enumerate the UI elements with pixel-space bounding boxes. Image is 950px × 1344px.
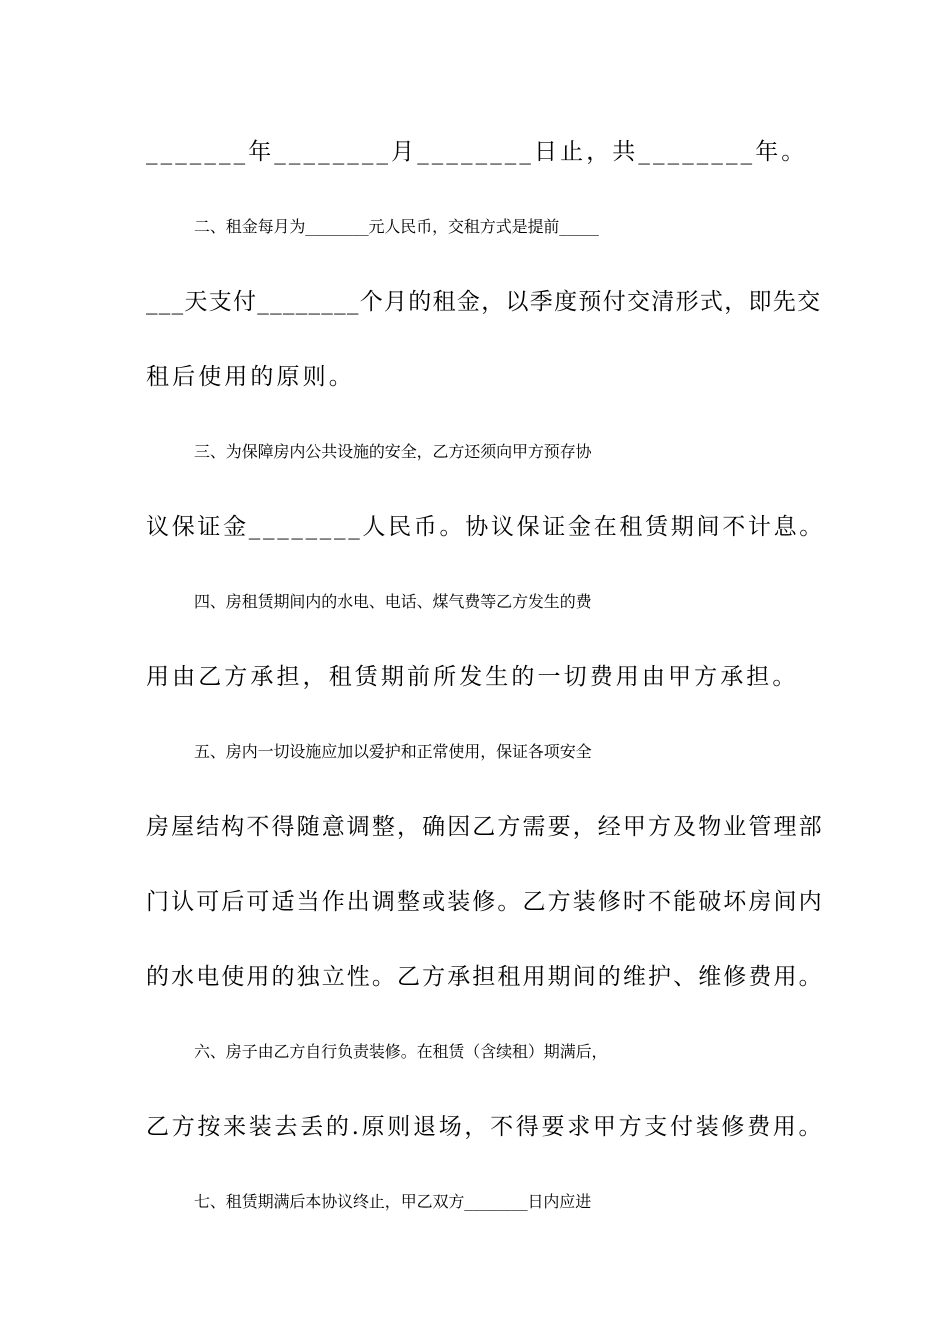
text-line: ___天支付________个月的租金，以季度预付交清形式，即先交	[146, 289, 822, 315]
paragraph-7-line-1: 七、租赁期满后本协议终止，甲乙双方________日内应进	[194, 1192, 592, 1211]
text-line: 的水电使用的独立性。乙方承担租用期间的维护、维修费用。	[146, 964, 824, 990]
text-line: 租后使用的原则。	[146, 364, 355, 390]
text-line: 房屋结构不得随意调整，确因乙方需要，经甲方及物业管理部	[146, 814, 824, 840]
paragraph-2-line-1: 二、租金每月为________元人民币，交租方式是提前_____	[194, 217, 599, 236]
text-line: 门认可后可适当作出调整或装修。乙方装修时不能破坏房间内	[146, 889, 824, 915]
text-line: _______年________月________日止，共________年。	[146, 139, 808, 165]
paragraph-5-line-1: 五、房内一切设施应加以爱护和正常使用，保证各项安全	[194, 742, 592, 761]
paragraph-3-line-1: 三、为保障房内公共设施的安全，乙方还须向甲方预存协	[194, 442, 592, 461]
text-line: 乙方按来装去丢的.原则退场，不得要求甲方支付装修费用。	[146, 1114, 825, 1140]
text-line: 用由乙方承担，租赁期前所发生的一切费用由甲方承担。	[146, 664, 799, 690]
paragraph-4-line-1: 四、房租赁期间内的水电、电话、煤气费等乙方发生的费	[194, 592, 592, 611]
text-line: 议保证金________人民币。协议保证金在租赁期间不计息。	[146, 514, 825, 540]
paragraph-6-line-1: 六、房子由乙方自行负责装修。在租赁（含续租）期满后，	[194, 1042, 608, 1061]
